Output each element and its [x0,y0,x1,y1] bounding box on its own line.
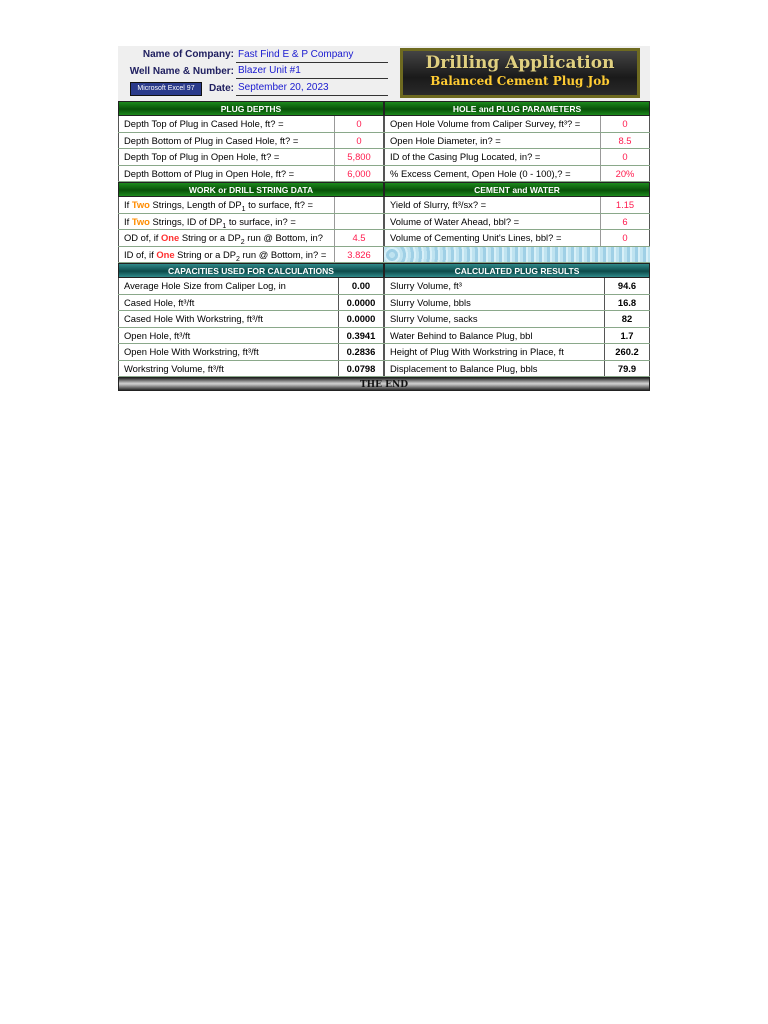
row-label: Depth Bottom of Plug in Cased Hole, ft? = [118,133,334,149]
row-label: Depth Top of Plug in Open Hole, ft? = [118,149,334,165]
section-workstring-cement [118,182,650,263]
worksheet [118,46,650,391]
hole-params-header: HOLE and PLUG PARAMETERS [384,101,650,116]
row-label: If Two Strings, Length of $DP_1$ to surface, ft? = [118,197,334,213]
table-row [384,166,650,183]
header [118,46,650,101]
row-label: Displacement to Balance Plug, bbls [384,361,604,377]
section-capacities-results [118,263,650,377]
row-label: Workstring Volume, ft³/ft [118,361,338,377]
input-cell[interactable]: 6,000 [334,166,384,182]
row-label: Slurry Volume, sacks [384,311,604,327]
well-field[interactable]: Blazer Unit #1 [236,64,388,79]
results-column [384,263,650,377]
input-cell[interactable]: 4.5 [334,230,384,246]
row-label: Cased Hole, ft³/ft [118,295,338,311]
row-label: Depth Top of Plug in Cased Hole, ft? = [118,116,334,132]
section-plug-depths-hole-params [118,101,650,182]
table-row [384,197,650,214]
table-row [118,328,384,345]
capacities-column [118,263,384,377]
table-row [118,166,384,183]
app-logo [400,48,640,98]
input-cell[interactable]: 1.15 [600,197,650,213]
table-row [384,328,650,345]
row-label: Depth Bottom of Plug in Open Hole, ft? = [118,166,334,182]
table-row [118,361,384,378]
row-label: Volume of Cementing Unit's Lines, bbl? = [384,230,600,246]
row-label: Yield of Slurry, ft³/sx? = [384,197,600,213]
table-row [384,149,650,166]
row-label: Open Hole, ft³/ft [118,328,338,344]
table-row [384,116,650,133]
row-label: Cased Hole With Workstring, ft³/ft [118,311,338,327]
input-cell[interactable]: 20% [600,166,650,182]
calculated-cell: 0.0000 [338,295,384,311]
input-cell[interactable]: 8.5 [600,133,650,149]
input-cell[interactable]: 0 [334,133,384,149]
calculated-cell: 0.3941 [338,328,384,344]
input-cell[interactable]: 0 [600,116,650,132]
table-row [118,197,384,214]
table-row [118,133,384,150]
plug-depths-header: PLUG DEPTHS [118,101,384,116]
input-cell[interactable]: 6 [600,214,650,230]
calculated-cell: 0.0798 [338,361,384,377]
table-row [384,230,650,247]
table-row [384,278,650,295]
logo-subtitle: Balanced Cement Plug Job [430,74,610,88]
calculated-cell: 0.2836 [338,344,384,360]
logo-title: Drilling Application [425,53,615,73]
row-label: Slurry Volume, bbls [384,295,604,311]
table-row [118,214,384,231]
row-label: Open Hole Diameter, in? = [384,133,600,149]
row-label: Slurry Volume, ft³ [384,278,604,294]
well-label: Well Name & Number: [129,66,234,77]
row-label: Volume of Water Ahead, bbl? = [384,214,600,230]
table-row [384,361,650,378]
calculated-cell: 0.0000 [338,311,384,327]
input-cell[interactable] [334,197,384,213]
company-field[interactable]: Fast Find E & P Company [236,48,388,63]
cement-water-column [384,182,650,263]
input-cell[interactable]: 0 [334,116,384,132]
results-header: CALCULATED PLUG RESULTS [384,263,650,278]
date-field[interactable]: September 20, 2023 [236,81,388,96]
date-label: Date: [208,83,234,94]
company-label: Name of Company: [142,49,234,60]
table-row [118,311,384,328]
calculated-cell: 1.7 [604,328,650,344]
table-row [384,344,650,361]
input-cell[interactable] [334,214,384,230]
row-label: Average Hole Size from Caliper Log, in [118,278,338,294]
table-row [384,311,650,328]
calculated-cell: 79.9 [604,361,650,377]
calculated-cell: 0.00 [338,278,384,294]
calculated-cell: 94.6 [604,278,650,294]
row-label: Open Hole With Workstring, ft³/ft [118,344,338,360]
input-cell[interactable]: 5,800 [334,149,384,165]
decorative-bubbles [384,247,650,264]
the-end-banner: THE END [118,377,650,391]
calculated-cell: 16.8 [604,295,650,311]
capacities-header: CAPACITIES USED FOR CALCULATIONS [118,263,384,278]
input-cell[interactable]: 0 [600,149,650,165]
row-label: OD of, if One String or a $DP_2$ run @ Bottom, in? [118,230,334,246]
work-string-header: WORK or DRILL STRING DATA [118,182,384,197]
table-row [118,230,384,247]
row-label: If Two Strings, ID of $DP_1$ to surface, in? = [118,214,334,230]
calculated-cell: 260.2 [604,344,650,360]
hole-params-column [384,101,650,182]
row-label: ID of, if One String or a $DP_2$ run @ Bottom, in? = [118,247,334,263]
excel-badge: Microsoft Excel 97 [130,82,202,96]
table-row [384,133,650,150]
table-row [118,149,384,166]
table-row [118,116,384,133]
table-row [118,278,384,295]
table-row [118,295,384,312]
table-row [118,344,384,361]
input-cell[interactable]: 3.826 [334,247,384,263]
row-label: % Excess Cement, Open Hole (0 - 100),? = [384,166,600,182]
calculated-cell: 82 [604,311,650,327]
input-cell[interactable]: 0 [600,230,650,246]
table-row [384,295,650,312]
row-label: Open Hole Volume from Caliper Survey, ft³? = [384,116,600,132]
row-label: Water Behind to Balance Plug, bbl [384,328,604,344]
table-row [118,247,384,264]
work-string-column [118,182,384,263]
cement-water-header: CEMENT and WATER [384,182,650,197]
table-row [384,214,650,231]
row-label: ID of the Casing Plug Located, in? = [384,149,600,165]
row-label: Height of Plug With Workstring in Place, ft [384,344,604,360]
plug-depths-column [118,101,384,182]
